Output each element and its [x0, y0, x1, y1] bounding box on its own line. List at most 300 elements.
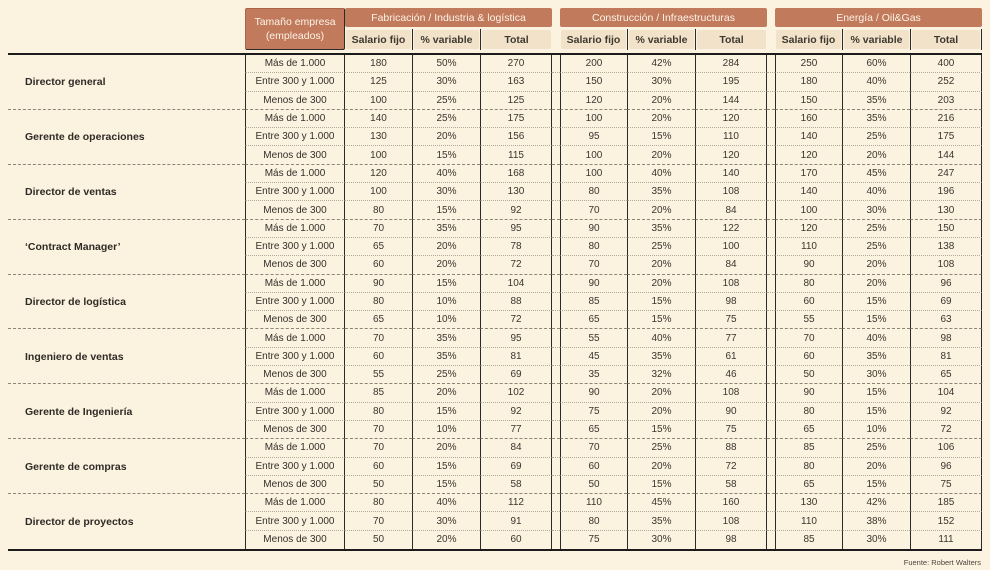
total-cell: 104 — [480, 275, 552, 293]
group-gap-cell — [552, 256, 560, 274]
variable-pct-cell: 40% — [412, 165, 480, 183]
table-row — [8, 146, 982, 164]
source-note: Fuente: Robert Walters — [903, 558, 981, 568]
column-header-cell — [775, 29, 842, 50]
fixed-salary-cell: 80 — [775, 458, 842, 476]
total-cell: 69 — [480, 458, 552, 476]
fixed-salary-cell: 75 — [560, 403, 627, 421]
group-gap-cell — [767, 494, 775, 512]
role-label — [8, 220, 245, 238]
total-cell: 175 — [910, 128, 982, 146]
total-cell: 163 — [480, 73, 552, 91]
column-header-cell — [695, 29, 767, 50]
variable-pct-cell: 15% — [842, 476, 910, 494]
variable-pct-cell: 25% — [842, 128, 910, 146]
variable-pct-cell: 10% — [842, 421, 910, 439]
group-title: Energía / Oil&Gas — [775, 8, 982, 27]
group-gap-cell — [552, 55, 560, 73]
total-cell: 160 — [695, 494, 767, 512]
variable-pct-cell: 20% — [842, 458, 910, 476]
fixed-salary-cell: 90 — [560, 384, 627, 402]
fixed-salary-cell: 80 — [775, 403, 842, 421]
group-gap-cell — [767, 275, 775, 293]
variable-pct-cell: 15% — [412, 458, 480, 476]
variable-pct-cell: 15% — [842, 293, 910, 311]
fixed-salary-cell: 50 — [560, 476, 627, 494]
fixed-salary-cell: 60 — [345, 256, 412, 274]
company-size-cell: Entre 300 y 1.000 — [245, 238, 345, 256]
variable-pct-cell: 32% — [627, 366, 695, 384]
total-cell: 60 — [480, 531, 552, 549]
fixed-salary-cell: 90 — [775, 384, 842, 402]
variable-pct-cell: 35% — [627, 220, 695, 238]
company-size-cell: Entre 300 y 1.000 — [245, 73, 345, 91]
company-size-cell: Más de 1.000 — [245, 439, 345, 457]
group-gap-cell — [767, 476, 775, 494]
size-header-line1: Tamaño empresa — [254, 15, 336, 28]
role-label — [8, 384, 245, 402]
group-gap-cell — [552, 421, 560, 439]
fixed-salary-cell: 65 — [345, 238, 412, 256]
column-header-label: % variable — [629, 30, 694, 49]
total-cell: 90 — [695, 403, 767, 421]
fixed-salary-cell: 90 — [775, 256, 842, 274]
total-cell: 58 — [695, 476, 767, 494]
variable-pct-cell: 15% — [842, 311, 910, 329]
total-cell: 72 — [695, 458, 767, 476]
variable-pct-cell: 20% — [627, 146, 695, 164]
table-row — [8, 403, 982, 421]
fixed-salary-cell: 90 — [345, 275, 412, 293]
variable-pct-cell: 15% — [412, 476, 480, 494]
company-size-cell: Menos de 300 — [245, 421, 345, 439]
column-header-label: Salario fijo — [346, 30, 411, 49]
company-size-cell: Menos de 300 — [245, 366, 345, 384]
group-gap-cell — [552, 183, 560, 201]
role-label — [8, 146, 245, 164]
fixed-salary-cell: 80 — [345, 403, 412, 421]
role-label: Ingeniero de ventas — [25, 350, 124, 363]
fixed-salary-cell: 50 — [372, 534, 385, 546]
total-cell: 120 — [695, 146, 767, 164]
total-cell: 115 — [480, 146, 552, 164]
role-label — [8, 311, 245, 329]
total-cell: 122 — [695, 220, 767, 238]
role-label: Gerente de compras — [25, 460, 127, 473]
group-gap-cell — [767, 311, 775, 329]
fixed-salary-cell: 35 — [560, 366, 627, 384]
company-size-cell: Entre 300 y 1.000 — [245, 293, 345, 311]
group-title: Fabricación / Industria & logística — [345, 8, 552, 27]
group-gap-cell — [552, 458, 560, 476]
total-cell: 150 — [910, 220, 982, 238]
variable-pct-cell: 40% — [842, 73, 910, 91]
fixed-salary-cell: 125 — [345, 73, 412, 91]
group-gap-cell — [767, 220, 775, 238]
group-header-1 — [560, 8, 767, 50]
fixed-salary-cell: 55 — [345, 366, 412, 384]
company-size-cell: Más de 1.000 — [245, 384, 345, 402]
role-label — [8, 421, 245, 439]
role-label — [8, 110, 245, 128]
variable-pct-cell: 45% — [842, 165, 910, 183]
group-gap-cell — [767, 403, 775, 421]
company-size-cell: Menos de 300 — [245, 531, 345, 549]
fixed-salary-cell: 100 — [345, 183, 412, 201]
variable-pct-cell: 35% — [412, 329, 480, 347]
table-footer — [8, 551, 982, 568]
variable-pct-cell: 35% — [627, 183, 695, 201]
variable-pct-cell: 15% — [412, 146, 480, 164]
role-label — [8, 366, 245, 384]
total-cell: 75 — [910, 476, 982, 494]
total-cell: 96 — [910, 275, 982, 293]
fixed-salary-cell: 60 — [775, 348, 842, 366]
fixed-salary-cell: 70 — [775, 329, 842, 347]
variable-pct-cell: 50% — [412, 55, 480, 73]
fixed-salary-cell: 70 — [345, 421, 412, 439]
variable-pct-cell: 20% — [412, 128, 480, 146]
fixed-salary-cell: 110 — [775, 512, 842, 530]
table-row — [8, 165, 982, 183]
variable-pct-cell: 20% — [412, 384, 480, 402]
group-gap-cell — [552, 311, 560, 329]
column-header-label: Total — [697, 30, 766, 49]
column-header-cell — [480, 29, 552, 50]
table-row — [8, 201, 982, 219]
variable-pct-cell: 30% — [842, 201, 910, 219]
fixed-salary-cell: 55 — [560, 329, 627, 347]
total-cell: 196 — [910, 183, 982, 201]
total-cell: 106 — [910, 439, 982, 457]
fixed-salary-cell: 200 — [560, 55, 627, 73]
fixed-salary-cell: 60 — [560, 458, 627, 476]
variable-pct-cell: 30% — [412, 73, 480, 91]
table-row — [8, 494, 982, 512]
fixed-salary-cell: 250 — [775, 55, 842, 73]
company-size-cell: Más de 1.000 — [245, 165, 345, 183]
fixed-salary-cell: 130 — [345, 128, 412, 146]
fixed-salary-cell: 100 — [345, 92, 412, 110]
company-size-cell: Entre 300 y 1.000 — [245, 403, 345, 421]
table-header — [8, 8, 982, 50]
group-header-0 — [345, 8, 552, 50]
variable-pct-cell: 15% — [412, 275, 480, 293]
total-cell: 252 — [910, 73, 982, 91]
table-row — [8, 366, 982, 384]
group-gap-cell — [552, 366, 560, 384]
variable-pct-cell: 15% — [412, 201, 480, 219]
table-row — [8, 293, 982, 311]
role-label — [8, 329, 245, 347]
column-header-label: Total — [482, 30, 551, 49]
group-gap-cell — [552, 110, 560, 128]
total-cell: 108 — [695, 275, 767, 293]
role-label — [8, 165, 245, 183]
group-gap-cell — [767, 458, 775, 476]
column-header-cell — [345, 29, 412, 50]
table-row — [8, 421, 982, 439]
variable-pct-cell: 20% — [627, 458, 695, 476]
total-cell: 168 — [480, 165, 552, 183]
fixed-salary-cell: 70 — [560, 439, 627, 457]
total-cell: 284 — [695, 55, 767, 73]
variable-pct-cell: 40% — [842, 183, 910, 201]
table-row — [8, 439, 982, 457]
variable-pct-cell: 15% — [412, 403, 480, 421]
group-gap-cell — [767, 73, 775, 91]
variable-pct-cell: 30% — [627, 73, 695, 91]
company-size-cell: Menos de 300 — [245, 201, 345, 219]
fixed-salary-cell: 70 — [345, 439, 412, 457]
group-gap-cell — [552, 348, 560, 366]
column-header-cell — [627, 29, 695, 50]
company-size-cell: Menos de 300 — [245, 92, 345, 110]
variable-pct-cell: 38% — [842, 512, 910, 530]
column-header-label: % variable — [414, 30, 479, 49]
variable-pct-cell: 25% — [412, 92, 480, 110]
table-row — [8, 458, 982, 476]
variable-pct-cell: 20% — [627, 110, 695, 128]
group-gap-cell — [552, 384, 560, 402]
company-size-cell: Menos de 300 — [245, 311, 345, 329]
role-label — [8, 55, 245, 73]
company-size-cell: Entre 300 y 1.000 — [245, 458, 345, 476]
total-cell: 195 — [695, 73, 767, 91]
column-header-label: Total — [912, 30, 980, 49]
table-row — [8, 256, 982, 274]
group-gap-cell — [767, 256, 775, 274]
group-gap-cell — [552, 512, 560, 530]
total-cell: 96 — [910, 458, 982, 476]
total-cell: 130 — [480, 183, 552, 201]
fixed-salary-cell: 70 — [560, 256, 627, 274]
table-row — [8, 476, 982, 494]
total-cell: 88 — [695, 439, 767, 457]
group-gap-cell — [767, 146, 775, 164]
total-cell: 108 — [695, 512, 767, 530]
fixed-salary-cell: 120 — [775, 220, 842, 238]
total-cell: 72 — [480, 311, 552, 329]
table-row — [8, 348, 982, 366]
variable-pct-cell: 25% — [412, 366, 480, 384]
fixed-salary-cell: 70 — [560, 201, 627, 219]
variable-pct-cell: 20% — [627, 256, 695, 274]
fixed-salary-cell: 120 — [560, 92, 627, 110]
fixed-salary-cell: 85 — [345, 384, 412, 402]
fixed-salary-cell: 80 — [560, 512, 627, 530]
group-gap-cell — [767, 183, 775, 201]
fixed-salary-cell: 100 — [560, 165, 627, 183]
company-size-cell: Entre 300 y 1.000 — [245, 128, 345, 146]
header-group-gap — [767, 8, 775, 50]
sub-column-headers — [345, 29, 552, 50]
total-cell: 84 — [695, 256, 767, 274]
role-label — [8, 201, 245, 219]
variable-pct-cell: 10% — [412, 421, 480, 439]
fixed-salary-cell: 80 — [345, 293, 412, 311]
variable-pct-cell: 25% — [627, 439, 695, 457]
variable-pct-cell: 35% — [842, 110, 910, 128]
variable-pct-cell: 35% — [627, 512, 695, 530]
variable-pct-cell: 15% — [627, 128, 695, 146]
role-label: Gerente de Ingeniería — [25, 405, 133, 418]
fixed-salary-cell: 85 — [775, 439, 842, 457]
variable-pct-cell: 42% — [842, 494, 910, 512]
group-gap-cell — [552, 201, 560, 219]
table-row — [8, 512, 982, 530]
table-row — [8, 311, 982, 329]
salary-table — [8, 8, 982, 568]
group-gap-cell — [552, 403, 560, 421]
fixed-salary-cell: 70 — [345, 220, 412, 238]
fixed-salary-cell: 90 — [560, 275, 627, 293]
total-cell: 175 — [480, 110, 552, 128]
total-cell: 63 — [910, 311, 982, 329]
fixed-salary-cell: 45 — [560, 348, 627, 366]
total-cell: 72 — [910, 421, 982, 439]
variable-pct-cell: 20% — [842, 275, 910, 293]
group-gap-cell — [552, 92, 560, 110]
company-size-cell: Menos de 300 — [245, 256, 345, 274]
fixed-salary-cell: 100 — [560, 110, 627, 128]
fixed-salary-cell: 70 — [345, 512, 412, 530]
total-cell: 77 — [695, 329, 767, 347]
variable-pct-cell: 40% — [627, 329, 695, 347]
group-gap-cell — [767, 512, 775, 530]
fixed-salary-cell: 160 — [775, 110, 842, 128]
variable-pct-cell: 30% — [842, 531, 910, 549]
role-label — [8, 439, 245, 457]
total-cell: 104 — [910, 384, 982, 402]
company-size-cell: Más de 1.000 — [245, 55, 345, 73]
total-cell: 77 — [480, 421, 552, 439]
total-cell: 92 — [480, 201, 552, 219]
fixed-salary-cell: 90 — [560, 220, 627, 238]
total-cell: 102 — [480, 384, 552, 402]
fixed-salary-cell: 180 — [345, 55, 412, 73]
group-gap-cell — [767, 201, 775, 219]
total-cell: 216 — [910, 110, 982, 128]
company-size-cell: Más de 1.000 — [245, 494, 345, 512]
total-cell: 95 — [480, 329, 552, 347]
fixed-salary-cell: 60 — [775, 293, 842, 311]
variable-pct-cell: 20% — [627, 275, 695, 293]
fixed-salary-cell: 60 — [345, 458, 412, 476]
table-row — [8, 220, 982, 238]
total-cell: 98 — [695, 531, 767, 549]
size-header-line2: (empleados) — [265, 30, 325, 42]
variable-pct-cell: 30% — [412, 183, 480, 201]
variable-pct-cell: 30% — [627, 531, 695, 549]
column-header-label: Salario fijo — [561, 30, 626, 49]
company-size-cell: Entre 300 y 1.000 — [245, 348, 345, 366]
header-group-gap — [552, 8, 560, 50]
fixed-salary-cell: 180 — [775, 73, 842, 91]
total-cell: 81 — [910, 348, 982, 366]
role-label — [8, 476, 245, 494]
fixed-salary-cell: 65 — [560, 311, 627, 329]
group-gap-cell — [767, 238, 775, 256]
table-row — [8, 73, 982, 91]
total-cell: 130 — [910, 201, 982, 219]
total-cell: 111 — [910, 531, 982, 549]
total-cell: 125 — [480, 92, 552, 110]
variable-pct-cell: 42% — [627, 55, 695, 73]
fixed-salary-cell: 65 — [345, 311, 412, 329]
total-cell: 75 — [695, 421, 767, 439]
fixed-salary-cell: 140 — [775, 183, 842, 201]
fixed-salary-cell: 50 — [345, 476, 412, 494]
total-cell: 120 — [695, 110, 767, 128]
column-header-label: % variable — [844, 30, 909, 49]
total-cell: 140 — [695, 165, 767, 183]
total-cell: 270 — [480, 55, 552, 73]
total-cell: 58 — [480, 476, 552, 494]
group-gap-cell — [552, 146, 560, 164]
total-cell: 46 — [695, 366, 767, 384]
variable-pct-cell: 25% — [412, 110, 480, 128]
fixed-salary-cell: 80 — [775, 275, 842, 293]
fixed-salary-cell: 110 — [560, 494, 627, 512]
company-size-cell: Entre 300 y 1.000 — [245, 512, 345, 530]
group-gap-cell — [767, 531, 775, 549]
total-cell: 108 — [695, 384, 767, 402]
group-gap-cell — [552, 73, 560, 91]
group-gap-cell — [552, 128, 560, 146]
company-size-cell: Más de 1.000 — [245, 329, 345, 347]
total-cell: 185 — [910, 494, 982, 512]
company-size-cell: Más de 1.000 — [245, 275, 345, 293]
variable-pct-cell: 30% — [842, 366, 910, 384]
fixed-salary-cell: 170 — [775, 165, 842, 183]
group-gap-cell — [552, 476, 560, 494]
variable-pct-cell: 45% — [627, 494, 695, 512]
variable-pct-cell: 25% — [842, 220, 910, 238]
total-cell: 81 — [480, 348, 552, 366]
variable-pct-cell: 25% — [842, 238, 910, 256]
total-cell: 108 — [695, 183, 767, 201]
fixed-salary-cell: 140 — [345, 110, 412, 128]
group-gap-cell — [767, 421, 775, 439]
group-gap-cell — [552, 165, 560, 183]
fixed-salary-cell: 140 — [775, 128, 842, 146]
group-title: Construcción / Infraestructuras — [560, 8, 767, 27]
total-cell: 112 — [480, 494, 552, 512]
variable-pct-cell: 40% — [842, 329, 910, 347]
variable-pct-cell: 15% — [627, 293, 695, 311]
group-gap-cell — [552, 439, 560, 457]
fixed-salary-cell: 120 — [775, 146, 842, 164]
total-cell: 110 — [695, 128, 767, 146]
fixed-salary-cell: 150 — [560, 73, 627, 91]
group-header-2 — [775, 8, 982, 50]
variable-pct-cell: 15% — [627, 311, 695, 329]
variable-pct-cell: 20% — [627, 403, 695, 421]
fixed-salary-cell: 100 — [560, 146, 627, 164]
fixed-salary-cell: 70 — [345, 329, 412, 347]
total-cell: 108 — [910, 256, 982, 274]
column-header-cell — [412, 29, 480, 50]
variable-pct-cell: 20% — [412, 439, 480, 457]
variable-pct-cell: 10% — [412, 293, 480, 311]
role-label: Director de ventas — [25, 186, 117, 199]
total-cell: 92 — [910, 403, 982, 421]
group-gap-cell — [552, 329, 560, 347]
group-gap-cell — [767, 348, 775, 366]
variable-pct-cell: 20% — [627, 92, 695, 110]
role-label: Director de proyectos — [25, 515, 134, 528]
